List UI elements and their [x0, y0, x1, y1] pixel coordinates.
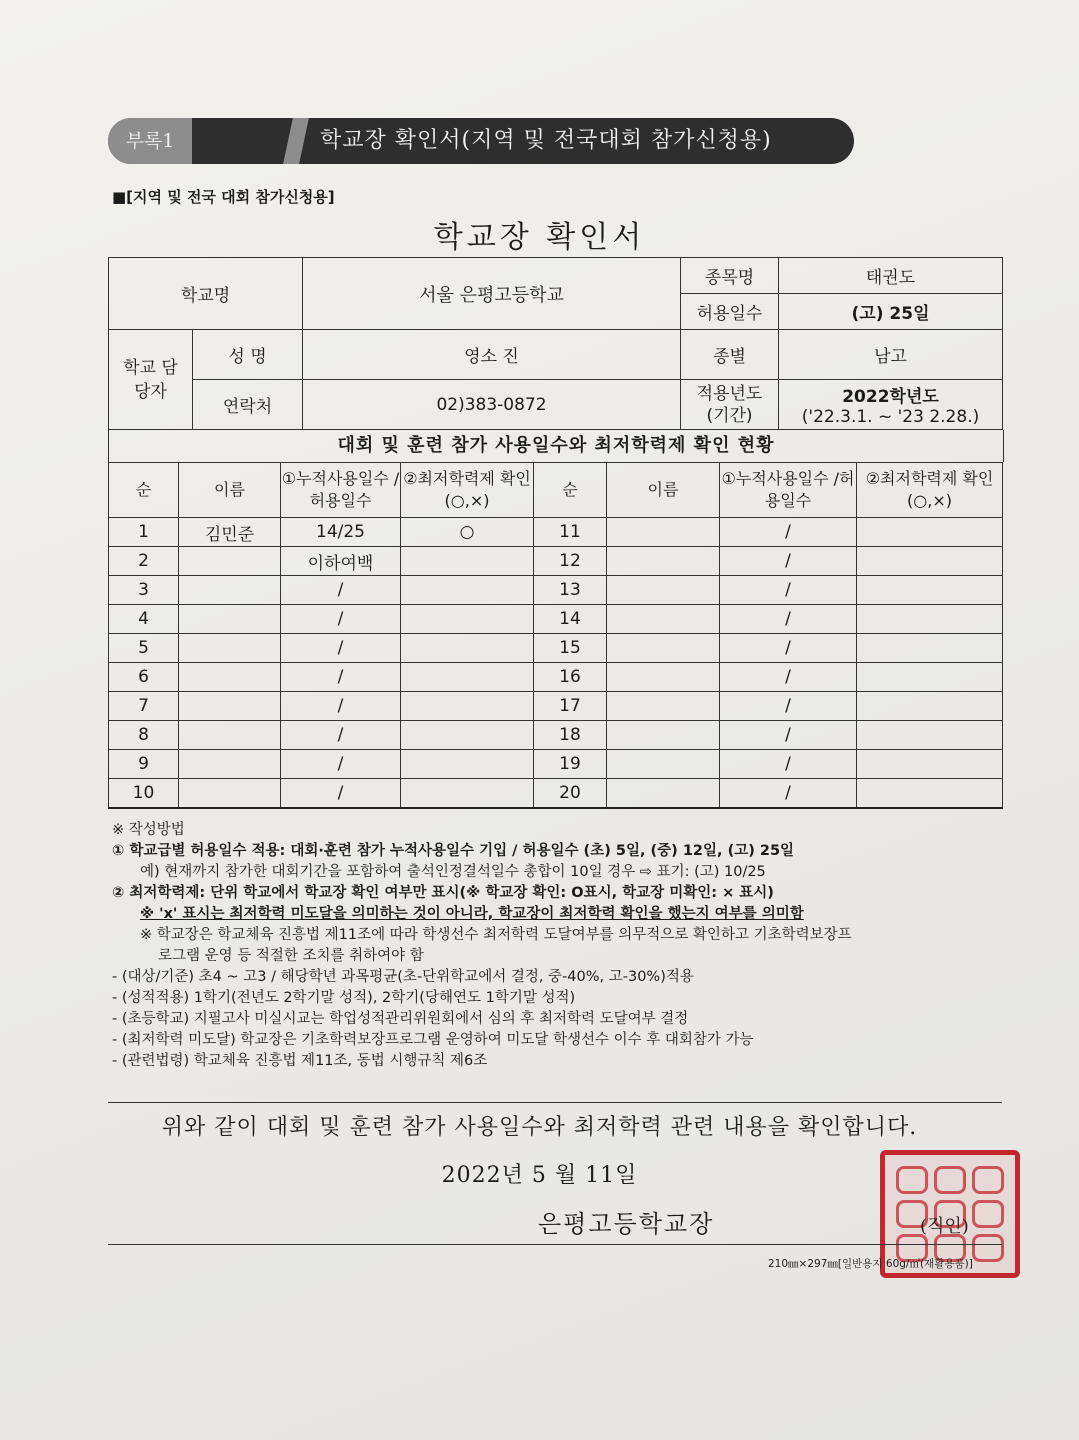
right-row-name [607, 750, 720, 779]
left-row-no: 6 [109, 663, 179, 692]
left-row-days: 이하여백 [281, 547, 401, 576]
school-label: 학교명 [109, 258, 303, 330]
note-2-duty: ※ 학교장은 학교체육 진흥법 제11조에 따라 학생선수 최저학력 도달여부를 의무적으로 확인하고 기초학력보장프 [140, 927, 852, 943]
section-title: 대회 및 훈련 참가 사용일수와 최저학력제 확인 현황 [108, 430, 1004, 462]
document-title: 학교장 확인서 [433, 220, 646, 255]
table-row [109, 605, 1003, 634]
left-row-name [179, 692, 281, 721]
sport-label: 종목명 [681, 258, 779, 294]
manager-label: 학교 담당자 [109, 330, 193, 430]
header-days: ①누적사용일수 /허용일수 [720, 463, 857, 518]
left-row-no: 10 [109, 779, 179, 809]
table-row [109, 663, 1003, 692]
banner-divider [283, 118, 309, 164]
right-row-check [857, 779, 1003, 809]
left-row-no: 9 [109, 750, 179, 779]
left-row-name [179, 605, 281, 634]
note-2: ② 최저학력제: 단위 학교에서 학교장 확인 여부만 표시(※ 학교장 확인: O표시, 학교장 미확인: × 표시) [112, 885, 774, 901]
table-row [109, 547, 1003, 576]
notes-heading: ※ 작성방법 [112, 822, 185, 838]
right-row-days: / [720, 692, 857, 721]
header-days: ①누적사용일수 /허용일수 [281, 463, 401, 518]
gender-value: 남고 [779, 330, 1003, 380]
left-row-no: 1 [109, 518, 179, 547]
left-row-days: / [281, 663, 401, 692]
right-row-no: 11 [534, 518, 607, 547]
name-value: 영소 진 [303, 330, 681, 380]
left-row-no: 3 [109, 576, 179, 605]
left-row-name [179, 779, 281, 809]
right-row-days: / [720, 779, 857, 809]
contact-value: 02)383-0872 [303, 380, 681, 430]
left-row-name: 김민준 [179, 518, 281, 547]
left-row-name [179, 634, 281, 663]
left-row-days: 14/25 [281, 518, 401, 547]
right-row-name [607, 634, 720, 663]
left-row-days: / [281, 576, 401, 605]
left-row-check [401, 605, 534, 634]
left-row-check: ○ [401, 518, 534, 547]
left-row-check [401, 634, 534, 663]
table-row [109, 634, 1003, 663]
days-label: 허용일수 [681, 294, 779, 330]
right-row-days: / [720, 518, 857, 547]
left-row-no: 2 [109, 547, 179, 576]
right-row-check [857, 692, 1003, 721]
right-row-name [607, 518, 720, 547]
instructions [112, 820, 992, 1072]
right-row-name [607, 547, 720, 576]
left-row-days: / [281, 692, 401, 721]
header-check: ②최저학력제 확인(○,×) [857, 463, 1003, 518]
period-label: 적용년도 (기간) [681, 380, 779, 430]
left-row-no: 5 [109, 634, 179, 663]
right-row-no: 13 [534, 576, 607, 605]
right-row-days: / [720, 721, 857, 750]
note-2-caution: ※ 'x' 표시는 최저학력 미도달을 의미하는 것이 아니라, 학교장이 최저학력 확인을 했는지 여부를 의미함 [140, 906, 804, 922]
roster-table [108, 462, 1003, 809]
school-value: 서울 은평고등학교 [303, 258, 681, 330]
right-row-check [857, 634, 1003, 663]
header-check: ②최저학력제 확인(○,×) [401, 463, 534, 518]
left-row-days: / [281, 721, 401, 750]
detail-elementary: - (초등학교) 지필고사 미실시교는 학업성적관리위원회에서 심의 후 최저학력 도달여부 결정 [112, 1011, 689, 1027]
header-no: 순 [534, 463, 607, 518]
left-row-name [179, 547, 281, 576]
name-label: 성 명 [193, 330, 303, 380]
table-row [109, 779, 1003, 809]
right-row-check [857, 518, 1003, 547]
detail-law: - (관련법령) 학교체육 진흥법 제11조, 동법 시행규칙 제6조 [112, 1053, 488, 1069]
right-row-days: / [720, 750, 857, 779]
right-row-check [857, 576, 1003, 605]
left-row-days: / [281, 634, 401, 663]
header-name: 이름 [179, 463, 281, 518]
right-row-check [857, 547, 1003, 576]
right-row-name [607, 721, 720, 750]
right-row-name [607, 663, 720, 692]
note-2-duty-cont: 로그램 운영 등 적절한 조치를 취하여야 함 [158, 948, 424, 964]
left-row-check [401, 576, 534, 605]
appendix-banner [108, 118, 854, 164]
right-row-days: / [720, 663, 857, 692]
left-row-check [401, 750, 534, 779]
left-row-check [401, 779, 534, 809]
form-subtitle: ■[지역 및 전국 대회 참가신청용] [112, 188, 335, 206]
note-1-example: 예) 현재까지 참가한 대회기간을 포함하여 출석인정결석일수 총합이 10일 경우 ⇨ 표기: (고) 10/25 [140, 864, 766, 880]
left-row-days: / [281, 779, 401, 809]
appendix-tag: 부록1 [108, 118, 192, 164]
right-row-check [857, 750, 1003, 779]
detail-target: - (대상/기준) 초4 ~ 고3 / 해당학년 과목평균(초-단위학교에서 결정, 중-40%, 고-30%)적용 [112, 969, 694, 985]
roster-body [109, 518, 1003, 809]
left-row-check [401, 663, 534, 692]
days-value: (고) 25일 [779, 294, 1003, 330]
left-row-name [179, 576, 281, 605]
left-row-name [179, 721, 281, 750]
header-name: 이름 [607, 463, 720, 518]
sport-value: 태권도 [779, 258, 1003, 294]
left-row-check [401, 721, 534, 750]
right-row-no: 12 [534, 547, 607, 576]
note-1: ① 학교급별 허용일수 적용: 대회·훈련 참가 누적사용일수 기입 / 허용일수 (초) 5일, (중) 12일, (고) 25일 [112, 843, 795, 859]
left-row-name [179, 750, 281, 779]
right-row-no: 19 [534, 750, 607, 779]
gender-label: 종별 [681, 330, 779, 380]
confirmation-statement: 위와 같이 대회 및 훈련 참가 사용일수와 최저학력 관련 내용을 확인합니다. [161, 1115, 918, 1140]
right-row-days: / [720, 634, 857, 663]
seal-label: (직인) [920, 1216, 969, 1237]
right-row-no: 16 [534, 663, 607, 692]
right-row-name [607, 576, 720, 605]
right-row-name [607, 605, 720, 634]
divider-bottom [108, 1244, 1002, 1245]
right-row-no: 17 [534, 692, 607, 721]
detail-grades: - (성적적용) 1학기(전년도 2학기말 성적), 2학기(당해연도 1학기말 성적) [112, 990, 576, 1006]
principal-title: 은평고등학교장 [538, 1210, 715, 1238]
header-no: 순 [109, 463, 179, 518]
table-row [109, 576, 1003, 605]
right-row-no: 15 [534, 634, 607, 663]
banner-title: 학교장 확인서(지역 및 전국대회 참가신청용) [320, 128, 772, 153]
period-range: ('22.3.1. ~ '23 2.28.) [801, 407, 980, 427]
school-info-table [108, 257, 1003, 430]
left-row-check [401, 547, 534, 576]
period-year: 2022학년도 [842, 387, 939, 407]
table-row [109, 692, 1003, 721]
left-row-no: 7 [109, 692, 179, 721]
right-row-days: / [720, 547, 857, 576]
left-row-check [401, 692, 534, 721]
right-row-days: / [720, 605, 857, 634]
right-row-name [607, 779, 720, 809]
left-row-no: 8 [109, 721, 179, 750]
period-value [779, 380, 1003, 430]
issue-date: 2022년 5 월 11일 [441, 1163, 638, 1188]
right-row-no: 18 [534, 721, 607, 750]
detail-below-min: - (최저학력 미도달) 학교장은 기초학력보장프로그램 운영하여 미도달 학생선수 이수 후 대회참가 가능 [112, 1032, 754, 1048]
right-row-check [857, 663, 1003, 692]
table-row [109, 750, 1003, 779]
right-row-name [607, 692, 720, 721]
paper-spec-footnote: 210㎜×297㎜[일반용지 60g/㎡(재활용품)] [768, 1258, 973, 1270]
left-row-name [179, 663, 281, 692]
left-row-days: / [281, 750, 401, 779]
contact-label: 연락처 [193, 380, 303, 430]
right-row-no: 14 [534, 605, 607, 634]
table-row [109, 721, 1003, 750]
left-row-no: 4 [109, 605, 179, 634]
right-row-no: 20 [534, 779, 607, 809]
right-row-check [857, 605, 1003, 634]
table-row [109, 518, 1003, 547]
left-row-days: / [281, 605, 401, 634]
divider-top [108, 1102, 1002, 1103]
right-row-check [857, 721, 1003, 750]
right-row-days: / [720, 576, 857, 605]
